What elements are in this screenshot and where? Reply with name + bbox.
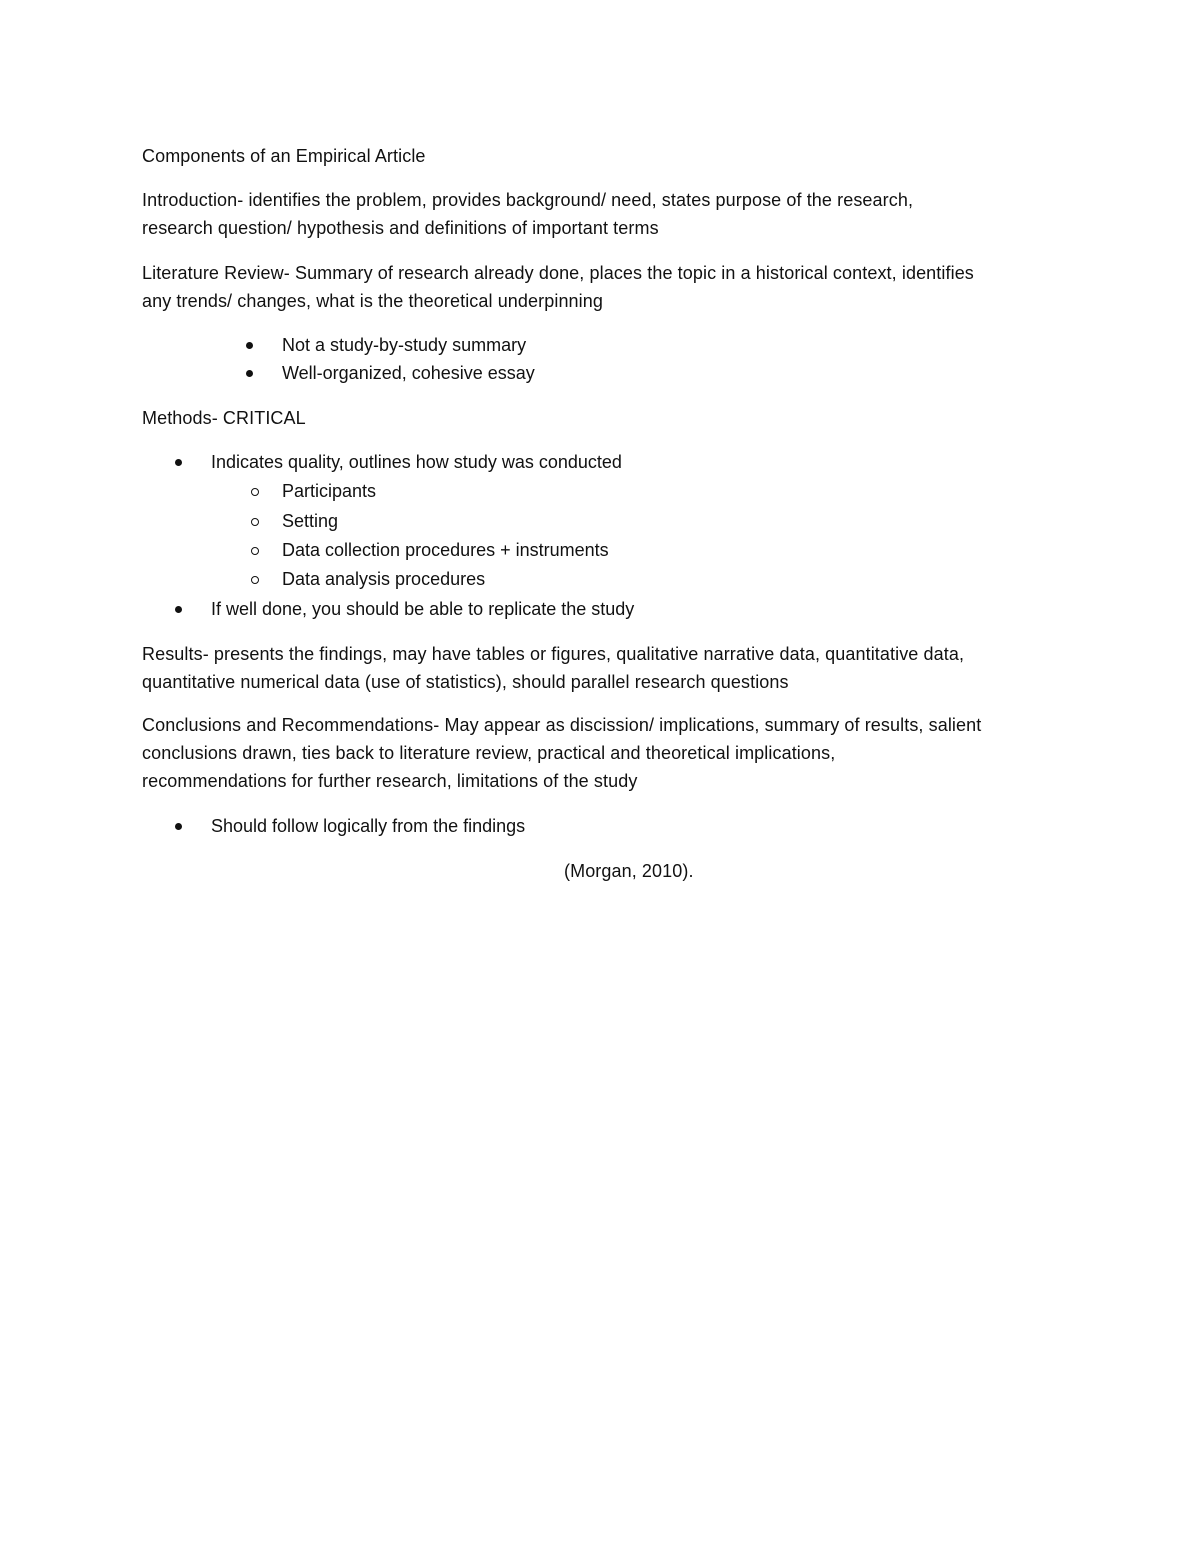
sub-bullet-text: Data collection procedures + instruments [282, 540, 609, 560]
introduction-line-2: research question/ hypothesis and definitions of important terms [142, 218, 659, 238]
literature-review-line-2: any trends/ changes, what is the theoretical underpinning [142, 291, 603, 311]
conclusions-line-1: Conclusions and Recommendations- May appear as discission/ implications, summary of results, salient [142, 715, 982, 735]
introduction-line-1: Introduction- identifies the problem, provides background/ need, states purpose of the research, [142, 190, 914, 210]
bullet-text: Should follow logically from the findings [211, 816, 526, 836]
document-title: Components of an Empirical Article [142, 146, 426, 166]
results-line-1: Results- presents the findings, may have tables or figures, qualitative narrative data, quantitative data, [142, 644, 965, 664]
bullet-text: Not a study-by-study summary [282, 335, 527, 355]
conclusions-line-3: recommendations for further research, limitations of the study [142, 771, 638, 791]
results-line-2: quantitative numerical data (use of statistics), should parallel research questions [142, 672, 789, 692]
sub-bullet-text: Participants [282, 481, 377, 501]
methods-heading: Methods- CRITICAL [142, 408, 306, 428]
bullet-text: Indicates quality, outlines how study was conducted [211, 452, 622, 472]
sub-bullet-text: Data analysis procedures [282, 569, 486, 589]
literature-review-line-1: Literature Review- Summary of research already done, places the topic in a historical context, identifies [142, 263, 974, 283]
bullet-text: If well done, you should be able to replicate the study [211, 599, 635, 619]
citation: (Morgan, 2010). [564, 861, 694, 881]
conclusions-line-2: conclusions drawn, ties back to literature review, practical and theoretical implications, [142, 743, 836, 763]
bullet-text: Well-organized, cohesive essay [282, 363, 535, 383]
sub-bullet-text: Setting [282, 511, 339, 531]
